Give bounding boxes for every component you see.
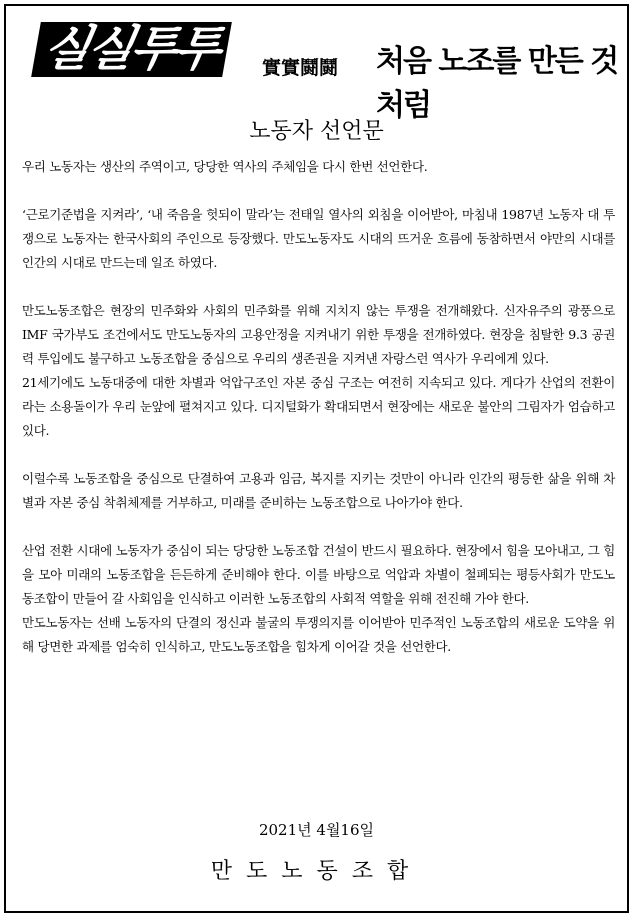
paragraph-21st-century: 21세기에도 노동대중에 대한 차별과 억압구조인 자본 중심 구조는 여전히 지속되고 있다. 게다가 산업의 전환이라는 소용돌이가 우리 눈앞에 펼쳐지고 있다. 디지털화가 확대되면서 현장에는 새로운 불안의 그림자가 엄습하고 있다. (22, 375, 615, 438)
paragraph-struggle: 만도노동조합은 현장의 민주화와 사회의 민주화를 위해 지치지 않는 투쟁을 전개해왔다. 신자유주의 광풍으로 IMF 국가부도 조건에서도 만도노동자의 고용안정을 지켜내기 위한 투쟁을 전개하였다. 현장을 침탈한 9.3 공권력 투입에도 불구하고 노동조합을 중심으로 우리의 생존권을 지켜낸 자랑스런 역사가 우리에게 있다. (22, 303, 615, 366)
paragraph-transition: 산업 전환 시대에 노동자가 중심이 되는 당당한 노동조합 건설이 반드시 필요하다. 현장에서 힘을 모아내고, 그 힘을 모아 미래의 노동조합을 든든하게 준비해야 한다. 이를 바탕으로 억압과 차별이 철폐되는 평등사회가 만도노동조합이 만들어 갈 사회임을 인식하고 이러한 노동조합의 사회적 역할을 위해 전진해 가야 한다. (22, 543, 615, 606)
paragraph-intro: 우리 노동자는 생산의 주역이고, 당당한 역사의 주체임을 다시 한번 선언한다. (22, 159, 428, 174)
paragraph-declaration: 만도노동자는 선배 노동자의 단결의 정신과 불굴의 투쟁의지를 이어받아 민주적인 노동조합의 새로운 도약을 위해 당면한 과제를 엄숙히 인식하고, 만도노동조합을 힘차게 이어갈 것을 선언한다. (22, 615, 615, 654)
declaration-body (22, 155, 615, 659)
declaration-sheet (4, 4, 629, 913)
signature: 만도노동조합 (210, 859, 423, 884)
logo-text: 실실투투 (31, 22, 232, 77)
header (6, 6, 627, 123)
paragraph-history: ‘근로기준법을 지켜라’, ‘내 죽음을 헛되이 말라’는 전태일 열사의 외침을 이어받아, 마침내 1987년 노동자 대 투쟁으로 노동자는 한국사회의 주인으로 등장했다. 만도노동자도 시대의 뜨거운 흐름에 동참하면서 야만의 시대를 인간의 시대로 만드는데 일조 하였다. (22, 207, 615, 270)
logo-subtext: 實實鬪鬪 (262, 57, 339, 79)
declaration-date: 2021년 4월16일 (258, 821, 375, 839)
paragraph-unity: 이럴수록 노동조합을 중심으로 단결하여 고용과 임금, 복지를 지키는 것만이 아니라 인간의 평등한 삶을 위해 차별과 자본 중심 착취체제를 거부하고, 미래를 준비하는 노동조합으로 나아가야 한다. (22, 471, 615, 510)
document-title: 노동자 선언문 (249, 119, 384, 144)
slogan: 처음 노조를 만든 것 처럼 (376, 44, 618, 123)
